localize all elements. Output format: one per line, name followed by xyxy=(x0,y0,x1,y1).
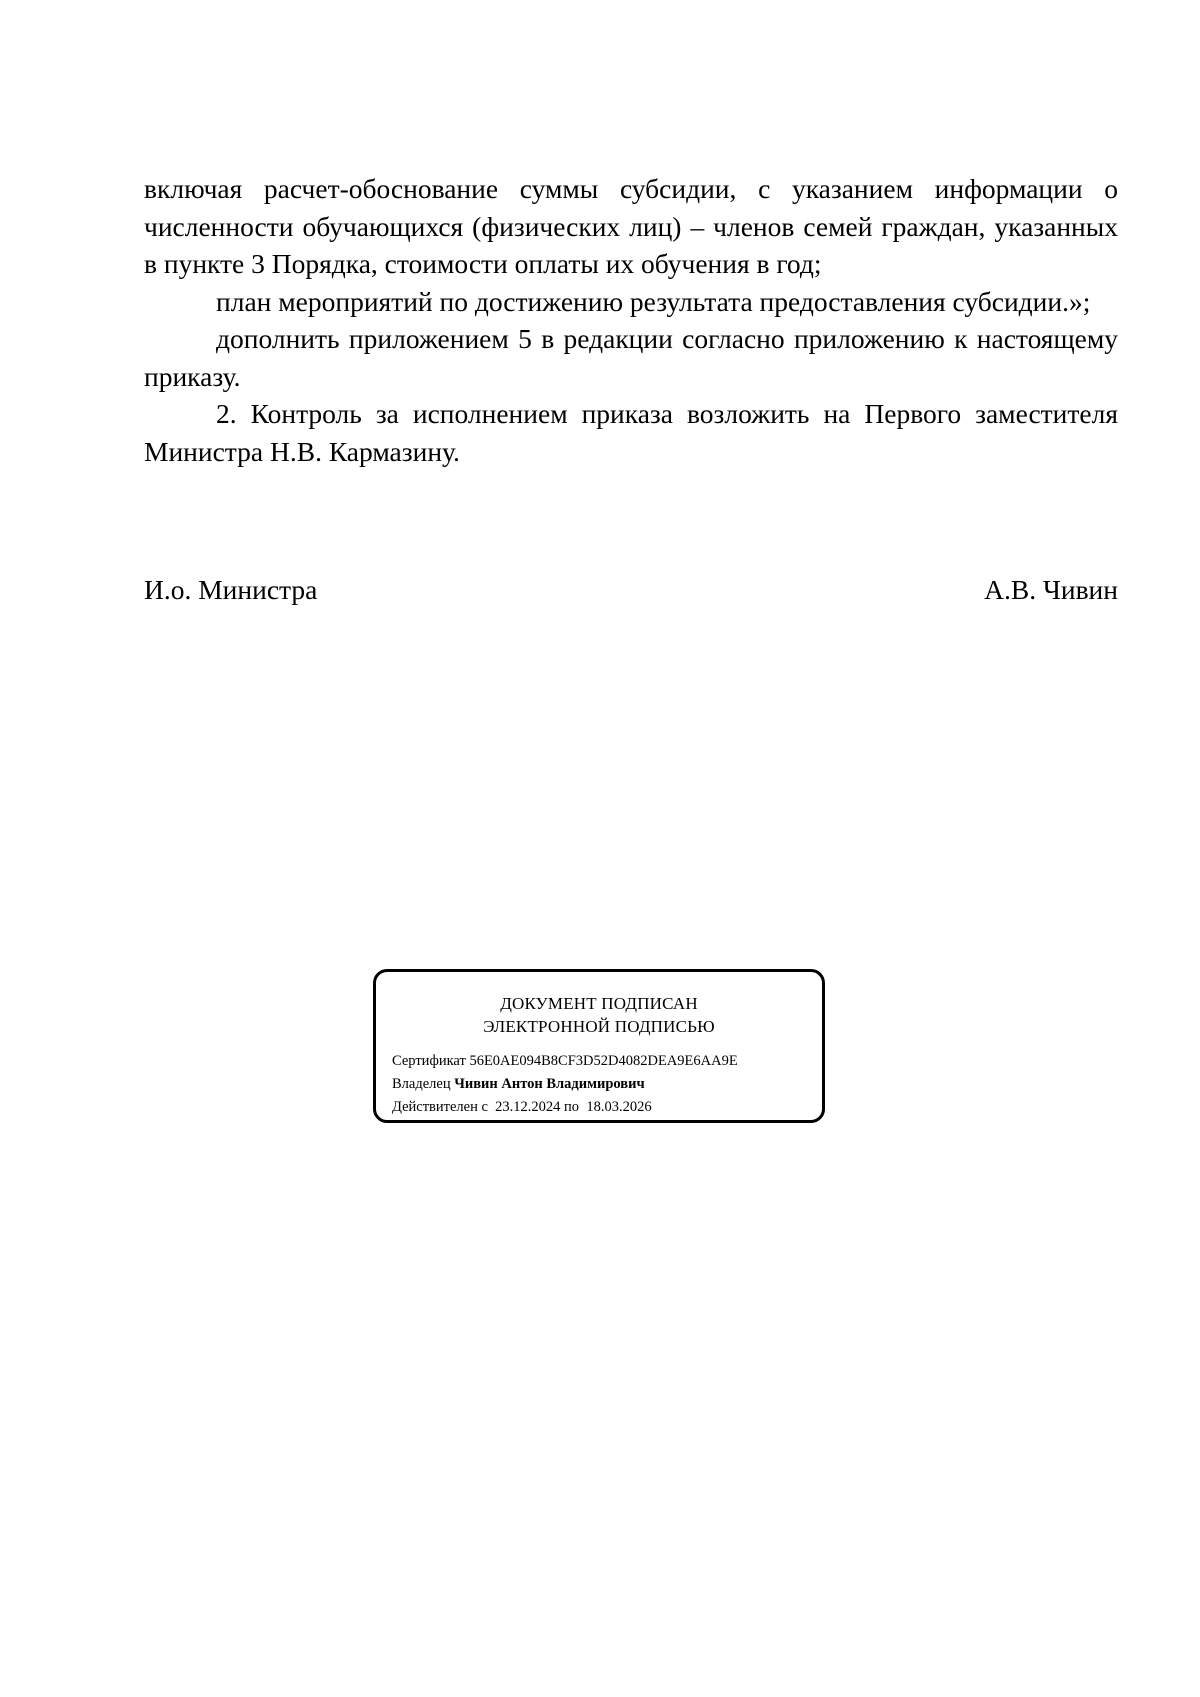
paragraph-subsidy-calculation: включая расчет-обоснование суммы субсидии, с указанием информации о численности обучающихся (физических лиц) – членов семей граждан, указанных в пункте 3 Порядка, стоимости оплаты их обучения в год; xyxy=(144,173,1118,279)
valid-to-label: по xyxy=(564,1099,580,1115)
paragraph-control-clause: 2. Контроль за исполнением приказа возложить на Первого заместителя Министра Н.В. Кармазину. xyxy=(144,398,1118,467)
owner-value: Чивин Антон Владимирович xyxy=(454,1076,645,1092)
stamp-header-line1: ДОКУМЕНТ ПОДПИСАН xyxy=(500,994,698,1013)
valid-from: 23.12.2024 xyxy=(495,1099,561,1115)
valid-label: Действителен с xyxy=(392,1099,488,1115)
signatory-name: А.В. Чивин xyxy=(984,574,1118,605)
stamp-header xyxy=(376,992,822,1038)
electronic-signature-stamp xyxy=(373,969,825,1123)
certificate-line xyxy=(392,1050,817,1073)
certificate-value: 56E0AE094B8CF3D52D4082DEA9E6AA9E xyxy=(469,1053,738,1069)
paragraph-appendix-5: дополнить приложением 5 в редакции согласно приложению к настоящему приказу. xyxy=(144,323,1118,392)
stamp-details xyxy=(392,1050,817,1119)
validity-line xyxy=(392,1096,817,1119)
owner-label: Владелец xyxy=(392,1076,451,1092)
paragraph-action-plan: план мероприятий по достижению результата предоставления субсидии.»; xyxy=(216,285,1091,317)
owner-line xyxy=(392,1073,817,1096)
certificate-label: Сертификат xyxy=(392,1053,466,1069)
document-body xyxy=(144,170,1118,470)
stamp-header-line2: ЭЛЕКТРОННОЙ ПОДПИСЬЮ xyxy=(483,1017,715,1036)
signatory-position: И.о. Министра xyxy=(144,574,318,605)
valid-to: 18.03.2026 xyxy=(586,1099,652,1115)
signature-block xyxy=(144,571,1118,609)
